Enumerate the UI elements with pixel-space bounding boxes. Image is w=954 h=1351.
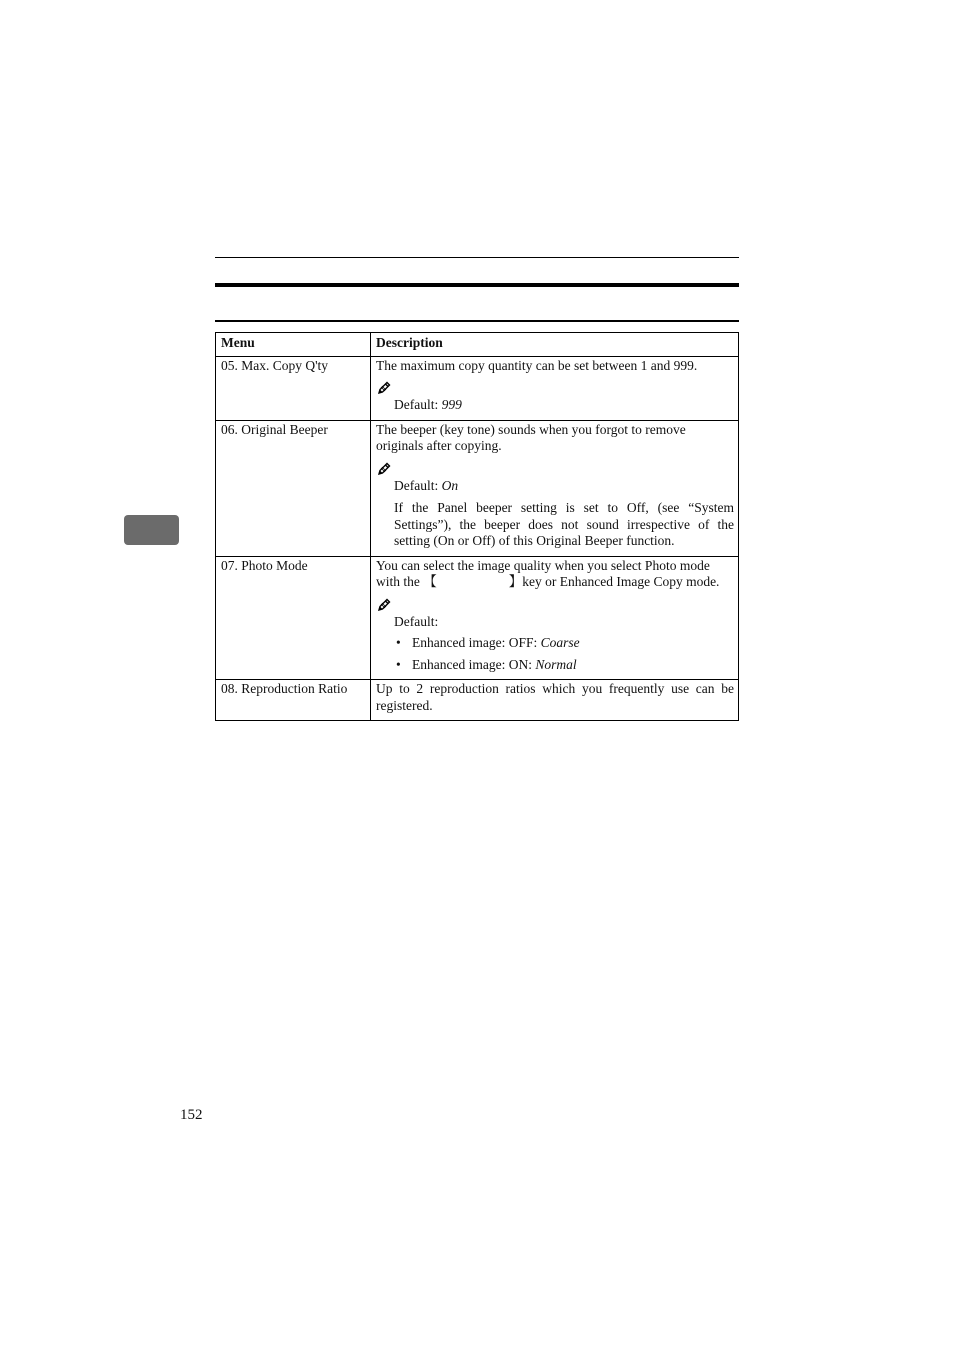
pencil-note-icon [376,461,392,477]
pencil-note-icon [376,597,392,613]
menu-cell: 05. Max. Copy Q'ty [216,356,371,420]
list-item [394,635,734,652]
pencil-note-icon [376,380,392,396]
header-description: Description [371,333,739,357]
default-label: Default: [394,397,442,412]
description-cell [371,680,739,721]
menu-cell: 06. Original Beeper [216,420,371,556]
default-label: Default: [394,477,442,493]
table-row [216,680,739,721]
header-rule-thin [215,257,739,258]
option-value: Coarse [540,635,580,650]
section-rule [215,320,739,322]
table-header-row [216,333,739,357]
description-text: The beeper (key tone) sounds when you forgot to remove originals after copying. [376,421,686,453]
menu-cell: 07. Photo Mode [216,556,371,680]
description-text: The maximum copy quantity can be set between 1 and 999. [376,357,698,373]
default-note [394,478,734,495]
menu-cell: 08. Reproduction Ratio [216,680,371,721]
key-open-bracket: 【 [423,574,437,589]
description-text [376,558,734,591]
list-item [394,657,734,674]
description-text: Up to 2 reproduction ratios which you frequently use can be registered. [376,681,734,713]
header-rule-thick [215,283,739,287]
option-label: Enhanced image: ON: [412,656,536,672]
table-row [216,356,739,420]
default-label: Default: [394,613,439,629]
description-after-key: key or Enhanced Image Copy mode. [522,574,720,589]
option-value: Normal [535,656,577,672]
description-cell [371,356,739,420]
chapter-tab [124,515,179,545]
settings-table [215,332,739,721]
table-row [216,420,739,556]
description-before-key: You can select the image quality when you select Photo mode with the [376,557,710,589]
default-value: On [441,477,459,493]
description-cell [371,556,739,680]
default-value: 999 [441,397,462,412]
table-row [216,556,739,680]
default-note [394,397,734,414]
description-cell [371,420,739,556]
header-menu: Menu [216,333,371,357]
default-options-list [394,635,734,673]
extra-note: If the Panel beeper setting is set to Off, (see “System Settings”), the beeper does not sound irrespective of the setting (On or Off) of this Original Beeper function. [394,500,734,548]
option-label: Enhanced image: OFF: [412,635,541,650]
key-close-bracket: 】 [508,574,523,589]
page-number: 152 [180,1107,203,1123]
